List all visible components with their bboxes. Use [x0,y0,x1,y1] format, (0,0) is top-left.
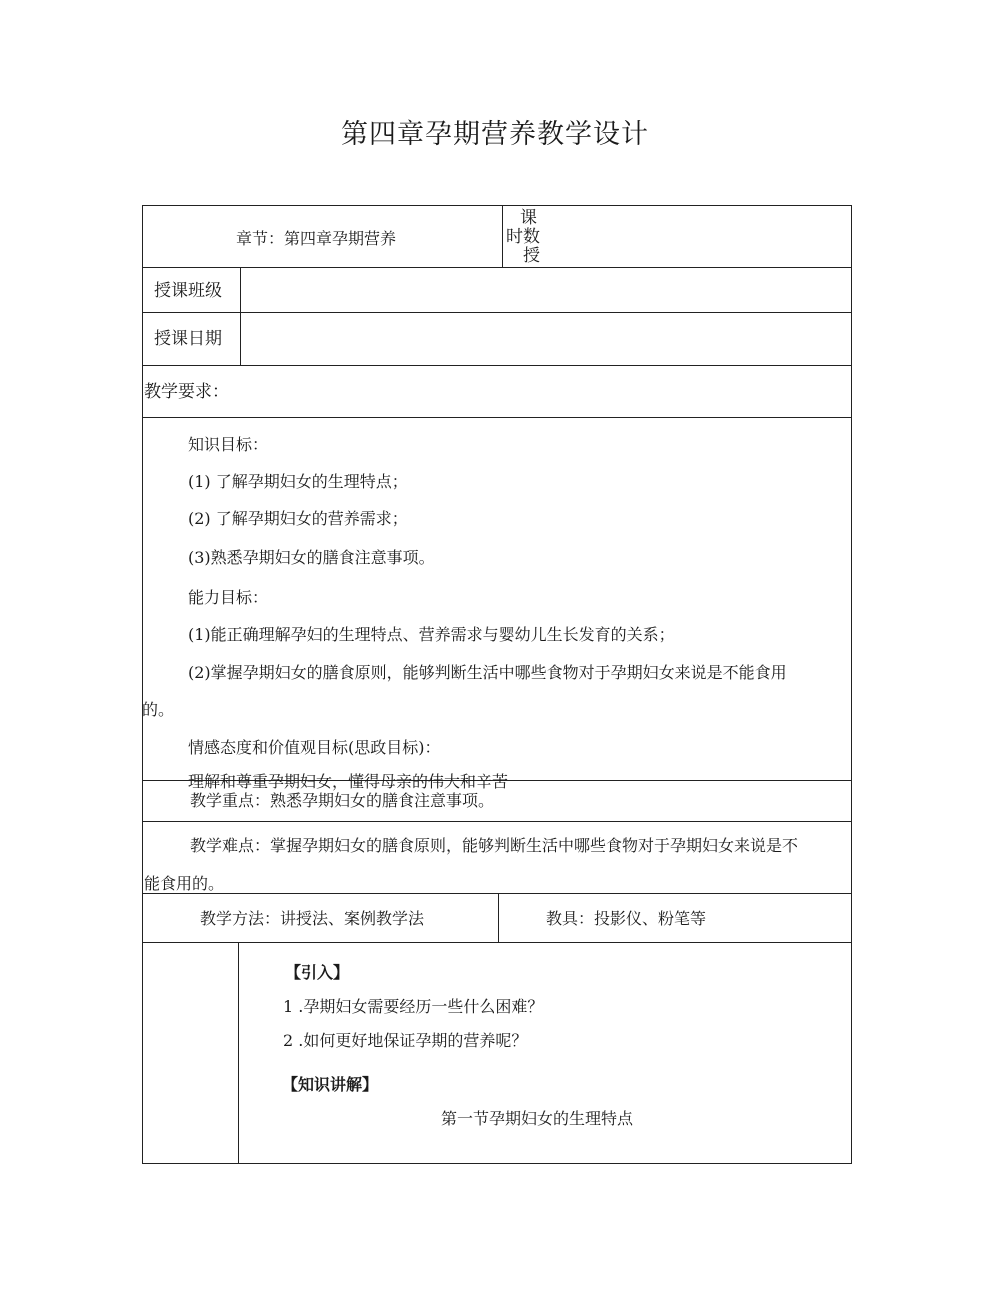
hours-label-mid: 时数 [506,227,540,247]
class-label: 授课班级 [154,281,222,301]
teaching-method: 教学方法：讲授法、案例教学法 [200,909,425,928]
intro-heading: 【引入】 [285,963,350,982]
col-divider [238,942,239,1164]
table-border-top [142,205,852,206]
col-divider [502,205,503,268]
ability-item: (1)能正确理解孕妇的生理特点、营养需求与婴幼儿生长发育的关系； [188,625,675,644]
chapter-label: 章节：第四章孕期营养 [236,229,397,248]
row-divider [142,312,852,313]
knowledge-item: (2) 了解孕期妇女的营养需求； [188,509,408,528]
row-divider [142,821,852,822]
knowledge-title: 知识目标： [188,435,269,454]
table-border-right [851,205,852,1164]
ability-item: (2)掌握孕期妇女的膳食原则，能够判断生活中哪些食物对于孕期妇女来说是不能食用 [188,663,787,682]
date-label: 授课日期 [154,329,222,349]
knowledge-item: (3)熟悉孕期妇女的膳食注意事项。 [188,548,435,567]
objectives-cell [142,418,851,791]
difficulty-line: 教学难点：掌握孕期妇女的膳食原则，能够判断生活中哪些食物对于孕期妇女来说是不 [190,836,799,855]
col-divider [240,267,241,366]
teaching-tools: 教具：投影仪、粉笔等 [546,909,707,928]
emotion-title: 情感态度和价值观目标(思政目标)： [188,738,441,757]
row-divider [142,267,852,268]
row-divider [142,893,852,894]
section-title: 第一节孕期妇女的生理特点 [441,1109,634,1128]
difficulty-line-continued: 能食用的。 [144,874,225,893]
table-border-bottom [142,1163,852,1164]
row-divider [142,365,852,366]
emotion-text-clipped: 理解和尊重孕期妇女，懂得母亲的伟大和辛苦 [188,772,509,791]
knowledge-heading: 【知识讲解】 [282,1075,379,1094]
hours-label-top: 课 [520,208,537,228]
intro-question: 2 .如何更好地保证孕期的营养呢？ [283,1031,528,1050]
hours-label-bot: 授 [523,246,540,266]
page-title: 第四章孕期营养教学设计 [341,119,649,150]
ability-title: 能力目标： [188,588,269,607]
knowledge-item: (1) 了解孕期妇女的生理特点； [188,472,408,491]
ability-item-continued: 的。 [142,700,175,719]
key-point: 教学重点：熟悉孕期妇女的膳食注意事项。 [190,791,495,810]
intro-question: 1 .孕期妇女需要经历一些什么困难？ [283,997,544,1016]
row-divider [142,942,852,943]
requirements-heading: 教学要求： [144,382,229,402]
col-divider [498,893,499,943]
